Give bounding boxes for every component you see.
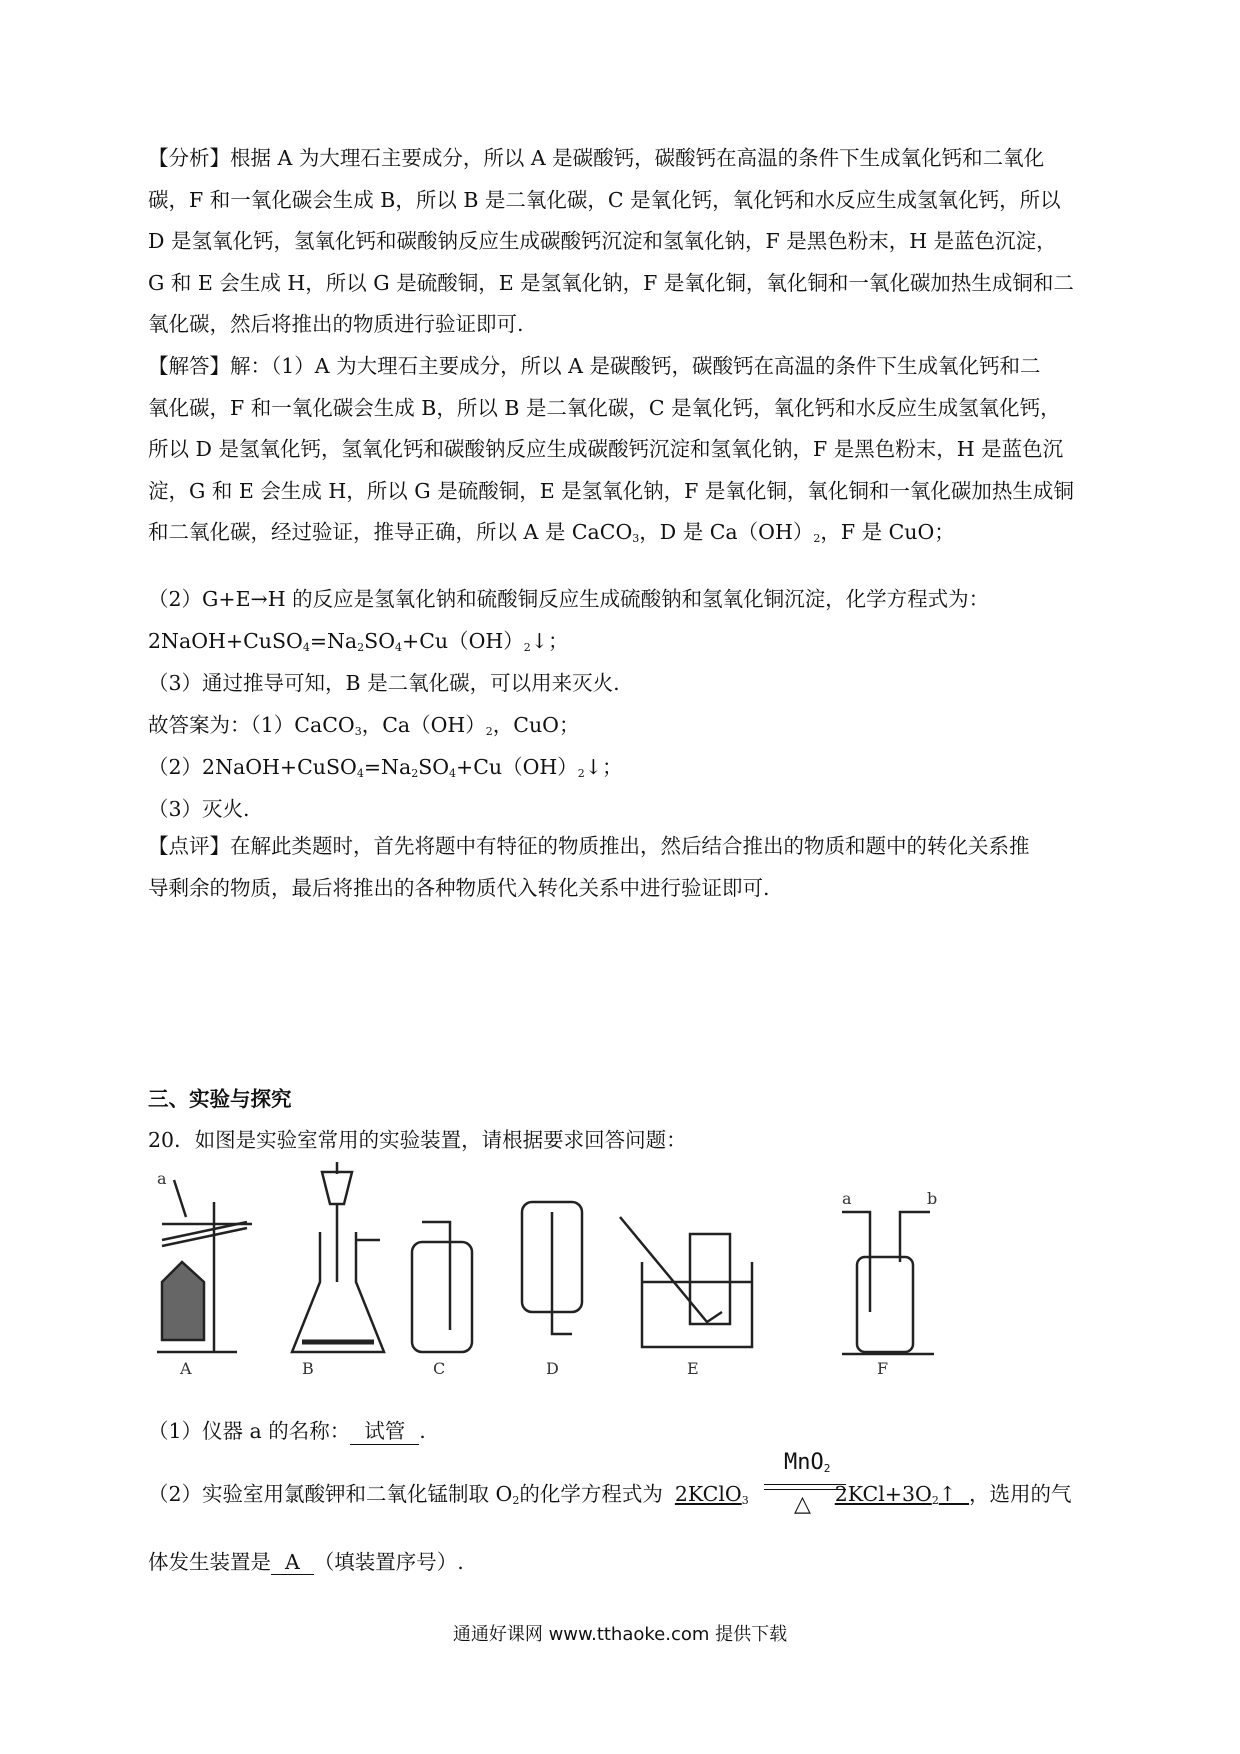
question-2-line-2: 体发生装置是 A （填装置序号）. (148, 1550, 464, 1574)
solution-line: 所以 D 是氢氧化钙，氢氧化钙和碳酸钠反应生成碳酸钙沉淀和氢氧化钠，F 是黑色粉末，H 是蓝色沉 (148, 437, 1064, 461)
analysis-line: G 和 E 会生成 H，所以 G 是硫酸铜，E 是氢氧化钠，F 是氧化铜，氧化铜和一氧化碳加热生成铜和二 (148, 270, 1074, 295)
apparatus-figure (152, 1162, 1042, 1377)
solution-line: 淀，G 和 E 会生成 H，所以 G 是硫酸铜，E 是氢氧化钠，F 是氧化铜，氧化铜和一氧化碳加热生成铜 (148, 478, 1074, 503)
analysis-line: D 是氢氧化钙，氢氧化钙和碳酸钠反应生成碳酸钙沉淀和氢氧化钠，F 是黑色粉末，H 是蓝色沉淀， (148, 229, 1057, 253)
part3-line: （3）通过推导可知，B 是二氧化碳，可以用来灭火. (148, 671, 620, 695)
answer-1-line: 故答案为：（1）CaCO$_3$，$Ca(OH)_2$，CuO； (148, 713, 580, 738)
question-1-line: （1）仪器 a 的名称： 试管 . (148, 1414, 426, 1445)
question-20-stem: 20．如图是实验室常用的实验装置，请根据要求回答问题： (148, 1128, 687, 1152)
catalyst-label: MnO$_2$ (784, 1450, 831, 1475)
footer-text: 通通好课网 www.tthaoke.com 提供下载 (452, 1624, 788, 1645)
label-a: A (180, 1359, 192, 1377)
apparatus-d (522, 1202, 582, 1334)
answer-blank: 试管 (350, 1414, 419, 1445)
question-2-line: （2）实验室用氯酸钾和二氧化锰制取 $O_2$的化学方程式为 2KClO$_3$ $2KCl+3O_2↑$ ，选用的气 (148, 1482, 1072, 1507)
heat-symbol: △ (794, 1492, 811, 1517)
tube-label-a: a (157, 1169, 167, 1188)
answer-3-line: （3）灭火. (148, 797, 250, 821)
part2-intro: （2）G+E→H 的反应是氢氧化钠和硫酸铜反应生成硫酸钠和氢氧化铜沉淀，化学方程式为： (148, 587, 990, 611)
port-label-b: b (927, 1189, 938, 1208)
answer-blank: A (271, 1550, 314, 1575)
solution-line-5: 和二氧化碳，经过验证，推导正确，所以 A 是 CaCO$_3$，D 是 $Ca(OH)_2$，F 是 CuO； (148, 520, 955, 545)
analysis-paragraph (148, 138, 1093, 346)
analysis-line: 【分析】根据 A 为大理石主要成分，所以 A 是碳酸钙，碳酸钙在高温的条件下生成氧化钙和二氧化 (148, 146, 1045, 170)
label-d: D (546, 1359, 559, 1377)
analysis-line: 氧化碳，然后将推出的物质进行验证即可. (148, 312, 524, 336)
label-b: B (302, 1359, 314, 1377)
apparatus-b (292, 1162, 384, 1352)
apparatus-e (620, 1217, 752, 1347)
equation-right: $2KCl+3O_2↑$ (834, 1482, 956, 1507)
apparatus-c (412, 1222, 472, 1352)
equation-left: 2KClO$_3$ (674, 1482, 749, 1507)
comment-line: 【点评】在解此类题时，首先将题中有特征的物质推出，然后结合推出的物质和题中的转化关系推 (148, 834, 1030, 858)
label-f: F (877, 1359, 889, 1377)
analysis-line: 碳，F 和一氧化碳会生成 B，所以 B 是二氧化碳，C 是氧化钙，氧化钙和水反应生成氢氧化钙，所以 (148, 187, 1061, 212)
answer-2-line: $(2)2NaOH+CuSO_4=Na_2SO_4+Cu(OH)_2↓$； (148, 755, 623, 780)
comment-line: 导剩余的物质，最后将推出的各种物质代入转化关系中进行验证即可. (148, 875, 770, 900)
apparatus-a (157, 1180, 252, 1352)
port-label-a: a (842, 1189, 852, 1208)
solution-line: 【解答】解：（1）A 为大理石主要成分，所以 A 是碳酸钙，碳酸钙在高温的条件下生成氧化钙和二 (148, 354, 1041, 378)
apparatus-f (842, 1212, 934, 1354)
solution-paragraph (148, 346, 1093, 554)
section-heading: 三、实验与探究 (148, 1087, 292, 1111)
equation-line: $2NaOH+CuSO_4=Na_2SO_4+Cu(OH)_2↓$； (148, 629, 569, 654)
solution-line: 氧化碳，F 和一氧化碳会生成 B，所以 B 是二氧化碳，C 是氧化钙，氧化钙和水反应生成氢氧化钙， (148, 395, 1061, 420)
label-c: C (433, 1359, 446, 1377)
label-e: E (687, 1359, 699, 1377)
comment-paragraph (148, 826, 1093, 909)
